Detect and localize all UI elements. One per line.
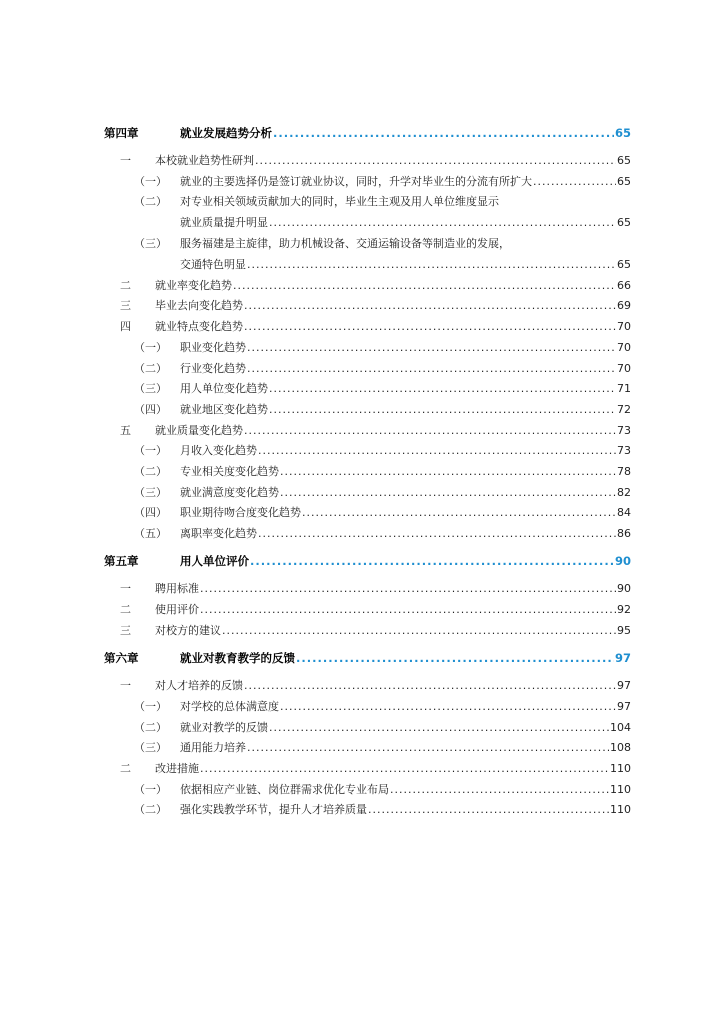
subsection-label: （二） [134,721,167,734]
section-label: 二 [120,603,131,616]
leader-dots [200,602,616,618]
leader-dots [233,278,616,294]
toc-chapter[interactable] [0,650,724,666]
toc-subsection-continuation[interactable] [0,257,724,273]
toc-section[interactable] [0,581,724,597]
leader-dots [247,340,616,356]
toc-subsection[interactable] [0,802,724,818]
toc-subsection[interactable] [0,740,724,756]
page-number: 90 [617,582,631,595]
chapter-label: 第五章 [104,554,139,568]
section-title: 改进措施 [155,762,199,775]
page-number: 104 [610,721,631,734]
subsection-title-cont: 就业质量提升明显 [180,216,268,229]
section-title: 就业质量变化趋势 [155,424,243,437]
page-number: 65 [617,175,631,188]
subsection-title: 依据相应产业链、岗位群需求优化专业布局 [180,783,389,796]
subsection-title: 就业对教学的反馈 [180,721,268,734]
page-number: 65 [617,154,631,167]
toc-section[interactable] [0,298,724,314]
subsection-title: 职业变化趋势 [180,341,246,354]
toc-subsection-continuation[interactable] [0,215,724,231]
toc-section[interactable] [0,761,724,777]
leader-dots [200,761,609,777]
subsection-label: （二） [134,803,167,816]
toc-subsection[interactable] [0,174,724,190]
subsection-label: （五） [134,527,167,540]
section-title: 就业特点变化趋势 [155,320,243,333]
section-label: 五 [120,424,131,437]
page-number: 110 [610,762,631,775]
chapter-label: 第四章 [104,126,139,140]
toc-chapter[interactable] [0,553,724,569]
toc-section[interactable] [0,602,724,618]
toc-subsection[interactable] [0,340,724,356]
page-number: 70 [617,362,631,375]
subsection-title: 对学校的总体满意度 [180,700,279,713]
subsection-title-cont: 交通特色明显 [180,258,246,271]
leader-dots [258,526,616,542]
subsection-label: （三） [134,741,167,754]
leader-dots [222,623,616,639]
leader-dots [390,782,609,798]
page-number: 73 [617,424,631,437]
leader-dots [368,802,609,818]
chapter-label: 第六章 [104,651,139,665]
leader-dots [269,381,616,397]
section-title: 对校方的建议 [155,624,221,637]
toc-subsection[interactable] [0,402,724,418]
subsection-title: 专业相关度变化趋势 [180,465,279,478]
subsection-label: （三） [134,486,167,499]
leader-dots [247,740,609,756]
subsection-title: 用人单位变化趋势 [180,382,268,395]
subsection-label: （二） [134,195,167,208]
section-title: 毕业去向变化趋势 [155,299,243,312]
leader-dots [247,361,616,377]
leader-dots [255,153,616,169]
page-number: 90 [614,554,631,568]
toc-section[interactable] [0,623,724,639]
toc-subsection[interactable] [0,485,724,501]
toc-section[interactable] [0,678,724,694]
subsection-title: 行业变化趋势 [180,362,246,375]
toc-subsection[interactable] [0,236,724,252]
page-number: 97 [617,679,631,692]
subsection-title: 服务福建是主旋律，助力机械设备、交通运输设备等制造业的发展， [180,237,510,250]
page-number: 92 [617,603,631,616]
leader-dots [247,257,616,273]
subsection-label: （二） [134,465,167,478]
section-title: 聘用标准 [155,582,199,595]
page-number: 84 [617,506,631,519]
toc-subsection[interactable] [0,526,724,542]
leader-dots [250,553,614,569]
page-number: 70 [617,341,631,354]
leader-dots [244,423,616,439]
subsection-title: 离职率变化趋势 [180,527,257,540]
page-number: 70 [617,320,631,333]
page-number: 97 [614,651,631,665]
chapter-title: 就业对教育教学的反馈 [180,651,295,665]
subsection-label: （四） [134,403,167,416]
toc-section[interactable] [0,423,724,439]
leader-dots [273,125,614,141]
leader-dots [533,174,616,190]
section-title: 本校就业趋势性研判 [155,154,254,167]
section-title: 使用评价 [155,603,199,616]
page-number: 110 [610,783,631,796]
section-label: 一 [120,154,131,167]
subsection-label: （一） [134,444,167,457]
leader-dots [244,678,616,694]
chapter-title: 就业发展趋势分析 [180,126,272,140]
section-label: 一 [120,679,131,692]
page-number: 78 [617,465,631,478]
toc-subsection[interactable] [0,699,724,715]
section-title: 对人才培养的反馈 [155,679,243,692]
subsection-label: （一） [134,341,167,354]
page-number: 71 [617,382,631,395]
page-number: 73 [617,444,631,457]
section-label: 二 [120,762,131,775]
section-label: 四 [120,320,131,333]
leader-dots [244,319,616,335]
section-label: 三 [120,299,131,312]
leader-dots [302,505,616,521]
leader-dots [269,720,609,736]
subsection-title: 职业期待吻合度变化趋势 [180,506,301,519]
toc-subsection[interactable] [0,782,724,798]
subsection-title: 就业满意度变化趋势 [180,486,279,499]
toc-section[interactable] [0,319,724,335]
section-title: 就业率变化趋势 [155,279,232,292]
page-number: 69 [617,299,631,312]
toc-subsection[interactable] [0,443,724,459]
subsection-label: （一） [134,175,167,188]
section-label: 二 [120,279,131,292]
toc-section[interactable] [0,153,724,169]
toc-subsection[interactable] [0,464,724,480]
chapter-title: 用人单位评价 [180,554,249,568]
page-number: 108 [610,741,631,754]
leader-dots [244,298,616,314]
page-number: 65 [617,258,631,271]
page-number: 72 [617,403,631,416]
toc-subsection[interactable] [0,720,724,736]
subsection-title: 月收入变化趋势 [180,444,257,457]
leader-dots [296,650,614,666]
page-number: 66 [617,279,631,292]
subsection-label: （一） [134,700,167,713]
page-number: 97 [617,700,631,713]
section-label: 三 [120,624,131,637]
toc-subsection[interactable] [0,505,724,521]
subsection-title: 就业的主要选择仍是签订就业协议，同时，升学对毕业生的分流有所扩大 [180,175,532,188]
subsection-title: 通用能力培养 [180,741,246,754]
section-label: 一 [120,582,131,595]
leader-dots [269,215,616,231]
toc-subsection[interactable] [0,361,724,377]
toc-chapter[interactable] [0,125,724,141]
subsection-label: （一） [134,783,167,796]
toc-section[interactable] [0,278,724,294]
subsection-title: 强化实践教学环节，提升人才培养质量 [180,803,367,816]
page-number: 82 [617,486,631,499]
leader-dots [258,443,616,459]
leader-dots [280,464,616,480]
subsection-label: （三） [134,382,167,395]
toc-subsection[interactable] [0,381,724,397]
leader-dots [200,581,616,597]
subsection-label: （二） [134,362,167,375]
leader-dots [280,699,616,715]
leader-dots [269,402,616,418]
subsection-title: 对专业相关领域贡献加大的同时，毕业生主观及用人单位维度显示 [180,195,499,208]
toc-subsection[interactable] [0,194,724,210]
page-number: 65 [614,126,631,140]
page-number: 95 [617,624,631,637]
page-number: 65 [617,216,631,229]
leader-dots [280,485,616,501]
page-number: 86 [617,527,631,540]
subsection-label: （四） [134,506,167,519]
page-number: 110 [610,803,631,816]
subsection-title: 就业地区变化趋势 [180,403,268,416]
subsection-label: （三） [134,237,167,250]
